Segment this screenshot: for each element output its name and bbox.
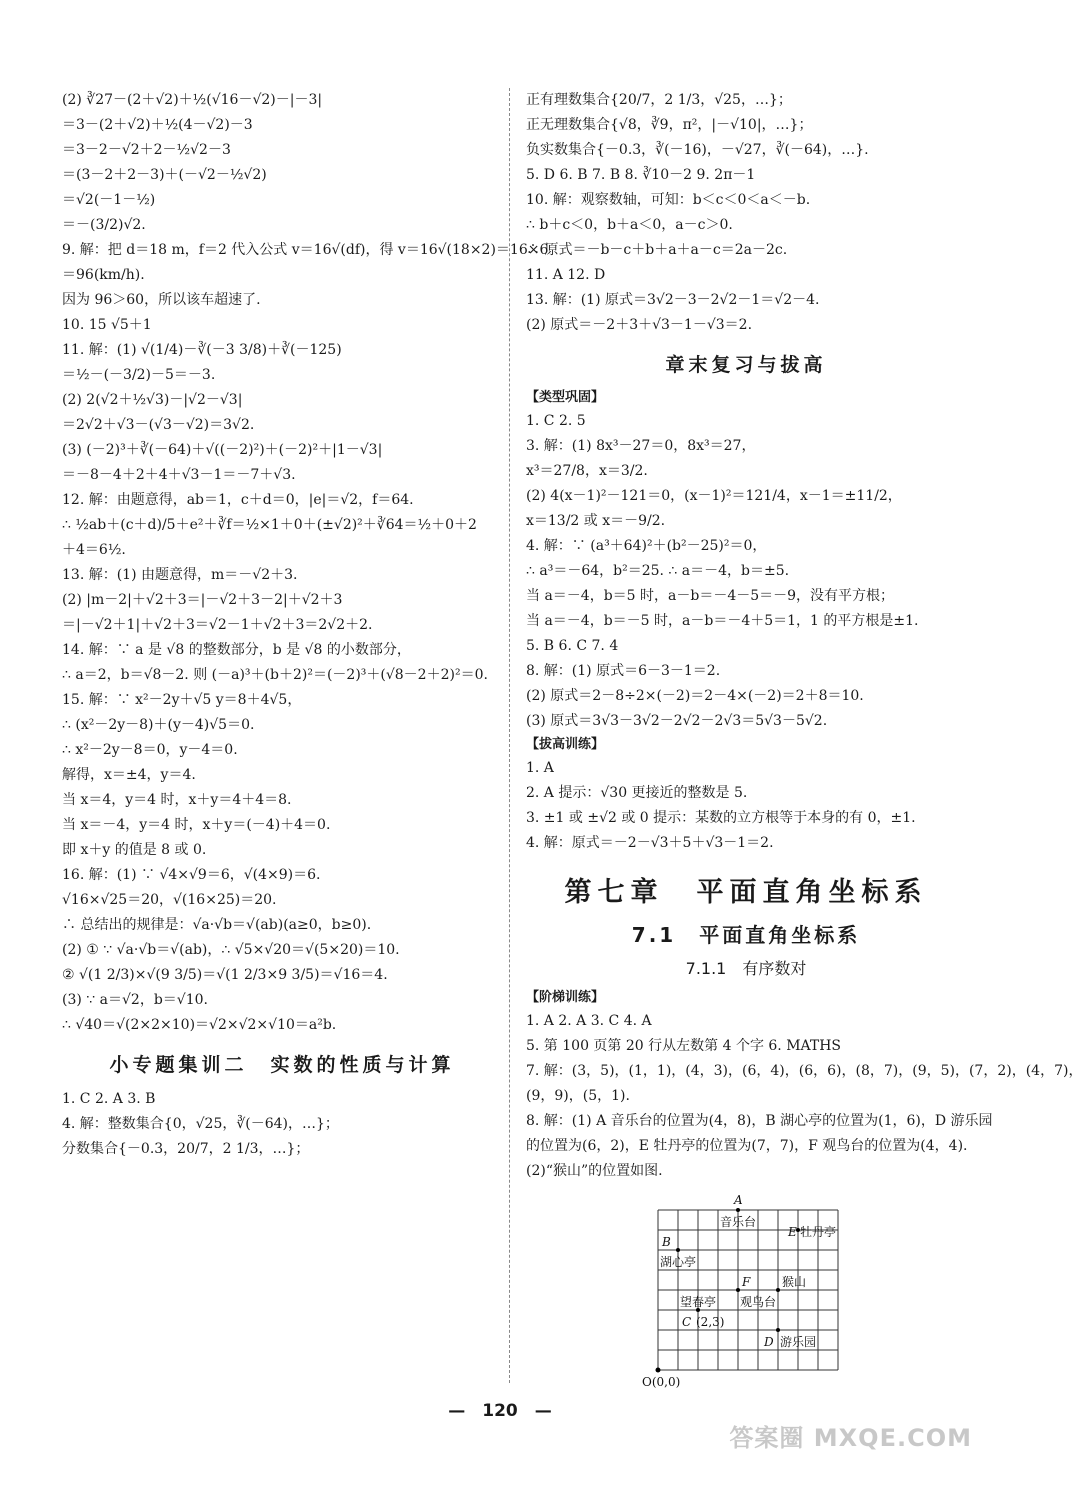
text-line: 5. B 6. C 7. 4	[526, 638, 619, 654]
text-line: ∴ b＋c＜0，b＋a＜0，a－c＞0.	[526, 217, 733, 233]
chapter-title: 第七章 平面直角坐标系	[564, 877, 928, 908]
improve-lines	[526, 756, 966, 856]
text-line: 12. 解：由题意得，ab＝1，c＋d＝0，|e|＝√2，f＝64.	[62, 492, 414, 508]
label-spring: 望春亭	[680, 1295, 717, 1309]
text-line: 分数集合{－0.3，20/7，2 1/3，…}；	[62, 1141, 310, 1157]
text-line: 9. 解：把 d＝18 m，f＝2 代入公式 v＝16√(df)，得 v＝16√(18×2)＝16×6	[62, 242, 549, 258]
text-line: 因为 96＞60，所以该车超速了.	[62, 292, 261, 308]
label-c-coord: (2,3)	[696, 1315, 725, 1329]
text-line: 解得，x＝±4，y＝4.	[62, 767, 196, 783]
text-line: 4. 解：原式＝－2－√3＋5＋√3－1＝2.	[526, 835, 774, 851]
text-line: 16. 解：(1) ∵ √4×√9＝6，√(4×9)＝6.	[62, 867, 321, 883]
text-line: 13. 解：(1) 由题意得，m＝－√2＋3.	[62, 567, 298, 583]
text-line: ＝(3－2＋2－3)＋(－√2－½√2)	[62, 167, 267, 183]
text-line: ＝2√2＋√3－(√3－√2)＝3√2.	[62, 417, 255, 433]
text-line: ∴ ½ab＋(c＋d)/5＋e²＋∛f＝½×1＋0＋(±√2)²＋∛64＝½＋0＋2	[62, 517, 477, 533]
text-line: 1. C 2. 5	[526, 413, 586, 429]
text-line: 4. 解：∵ (a³＋64)²＋(b²－25)²＝0，	[526, 538, 767, 554]
page-number: — 120 —	[448, 1401, 552, 1421]
text-line: ＝96(km/h).	[62, 267, 145, 283]
text-line: ∴ a³＝－64，b²＝25. ∴ a＝－4，b＝±5.	[526, 563, 790, 579]
text-line: 的位置为(6，2)，E 牡丹亭的位置为(7，7)，F 观鸟台的位置为(4，4).	[526, 1138, 968, 1154]
label-F: F	[742, 1275, 751, 1289]
left-column	[62, 88, 549, 1162]
text-line: 正有理数集合{20/7，2 1/3，√25，…}；	[526, 92, 792, 108]
label-E: E	[788, 1225, 797, 1239]
coordinate-grid-figure	[640, 1188, 880, 1398]
text-line: 1. C 2. A 3. B	[62, 1091, 156, 1107]
text-line: 1. A	[526, 760, 554, 776]
column-divider	[509, 88, 510, 1383]
text-line: 3. ±1 或 ±√2 或 0 提示：某数的立方根等于本身的有 0，±1.	[526, 810, 916, 826]
text-line: 当 a＝－4，b＝5 时，a－b＝－4－5＝－9，没有平方根；	[526, 588, 895, 604]
section-7-1-title: 7.1 平面直角坐标系	[631, 923, 861, 947]
text-line: ＝－(3/2)√2.	[62, 217, 146, 233]
page-number-value: 120	[482, 1401, 518, 1421]
text-line: 15. 解：∵ x²－2y＋√5 y＝8＋4√5，	[62, 692, 302, 708]
text-line: ＝½－(－3/2)－5＝－3.	[62, 367, 216, 383]
text-line: ∴ (x²－2y－8)＋(y－4)√5＝0.	[62, 717, 255, 733]
label-origin: O(0,0)	[642, 1375, 681, 1389]
grid-svg	[640, 1188, 880, 1398]
text-line: ＝3－2－√2＋2－½√2－3	[62, 142, 231, 158]
ladder-lines	[526, 1009, 1082, 1184]
label-C: C	[682, 1315, 692, 1329]
text-line: 10. 15 √5＋1	[62, 317, 152, 333]
watermark: 答案圈 MXQE.COM	[729, 1424, 972, 1452]
text-line: 当 a＝－4，b＝－5 时，a－b＝－4＋5＝1，1 的平方根是±1.	[526, 613, 919, 629]
text-line: ② √(1 2/3)×√(9 3/5)＝√(1 2/3×9 3/5)＝√16＝4.	[62, 967, 388, 983]
text-line: (2) ① ∵ √a·√b＝√(ab)，∴ √5×√20＝√(5×20)＝10.	[62, 942, 400, 958]
text-line: (9，9)，(5，1).	[526, 1088, 630, 1104]
text-line: 5. D 6. B 7. B 8. ∛10－2 9. 2π－1	[526, 167, 756, 183]
text-line: ＝－8－4＋2＋4＋√3－1＝－7＋√3.	[62, 467, 296, 483]
text-line: ∴ √40＝√(2×2×10)＝√2×√2×√10＝a²b.	[62, 1017, 337, 1033]
label-bird: 观鸟台	[740, 1295, 777, 1309]
section-7-1-1-title: 7.1.1 有序数对	[685, 959, 807, 978]
text-line: (2) ∛27－(2＋√2)＋½(√16－√2)－|－3|	[62, 92, 323, 108]
label-lake: 湖心亭	[660, 1255, 697, 1269]
text-line: x＝13/2 或 x＝－9/2.	[526, 513, 666, 529]
text-line: (3) 原式＝3√3－3√2－2√2－2√3＝5√3－5√2.	[526, 713, 828, 729]
text-line: x³＝27/8，x＝3/2.	[526, 463, 648, 479]
label-B: B	[662, 1235, 671, 1249]
text-line: ＋4＝6½.	[62, 542, 126, 558]
text-line: (2) 原式＝2－8÷2×(－2)＝2－4×(－2)＝2＋8＝10.	[526, 688, 864, 704]
text-line: ∴ 原式＝－b－c＋b＋a＋a－c＝2a－2c.	[526, 242, 788, 258]
text-line: ＝√2(－1－½)	[62, 192, 156, 208]
text-line: (3) (－2)³＋∛(－64)＋√((－2)²)＋(－2)²＋|1－√3|	[62, 442, 383, 458]
text-line: 3. 解：(1) 8x³－27＝0，8x³＝27，	[526, 438, 756, 454]
text-line: 当 x＝－4，y＝4 时，x＋y＝(－4)＋4＝0.	[62, 817, 331, 833]
text-line: ＝3－(2＋√2)＋½(4－√2)－3	[62, 117, 253, 133]
text-line: (2) 原式＝－2＋3＋√3－1－√3＝2.	[526, 317, 753, 333]
text-line: (2) 2(√2＋½√3)－|√2－√3|	[62, 392, 243, 408]
label-music: 音乐台	[720, 1215, 757, 1229]
text-line: 7. 解：(3，5)，(1，1)，(4，3)，(6，4)，(6，6)，(8，7)，(9，5)，(7，2)，(4，7)，	[526, 1063, 1082, 1079]
section-title-chapter-review: 章末复习与拔高	[665, 354, 827, 376]
text-line: 8. 解：(1) 原式＝6－3－1＝2.	[526, 663, 721, 679]
left-solution-lines	[62, 88, 549, 1038]
review-lines	[526, 409, 966, 734]
text-line: ∴ 总结出的规律是：√a·√b＝√(ab)(a≥0，b≥0).	[62, 917, 372, 933]
text-line: (2)“猴山”的位置如图.	[526, 1163, 663, 1179]
text-line: 正无理数集合{√8，∛9，π²，|－√10|，…}；	[526, 117, 813, 133]
tag-improvement-training: 【拔高训练】	[526, 737, 605, 752]
text-line: 负实数集合{－0.3，∛(－16)，－√27，∛(－64)，…}.	[526, 142, 869, 158]
text-line: 2. A 提示：√30 更接近的整数是 5.	[526, 785, 748, 801]
text-line: 14. 解：∵ a 是 √8 的整数部分，b 是 √8 的小数部分，	[62, 642, 411, 658]
text-line: 10. 解：观察数轴，可知：b＜c＜0＜a＜－b.	[526, 192, 811, 208]
text-line: 8. 解：(1) A 音乐台的位置为(4，8)，B 湖心亭的位置为(1，6)，D 游乐园	[526, 1113, 993, 1129]
label-A: A	[734, 1193, 743, 1207]
label-monkey: 猴山	[782, 1275, 807, 1289]
left-after-lines	[62, 1087, 502, 1162]
text-line: 11. 解：(1) √(1/4)－∛(－3 3/8)＋∛(－125)	[62, 342, 342, 358]
text-line: ∴ x²－2y－8＝0，y－4＝0.	[62, 742, 238, 758]
text-line: 当 x＝4，y＝4 时，x＋y＝4＋4＝8.	[62, 792, 292, 808]
text-line: 11. A 12. D	[526, 267, 606, 283]
text-line: ∴ a＝2，b＝√8－2. 则 (－a)³＋(b＋2)²＝(－2)³＋(√8－2＋2)²＝0.	[62, 667, 488, 683]
right-column	[526, 88, 1082, 1184]
text-line: 4. 解：整数集合{0，√25，∛(－64)，…}；	[62, 1116, 339, 1132]
label-park: 游乐园	[780, 1335, 817, 1349]
text-line: (3) ∵ a＝√2，b＝√10.	[62, 992, 208, 1008]
tag-ladder-training: 【阶梯训练】	[526, 990, 605, 1005]
text-line: ＝|－√2＋1|＋√2＋3＝√2－1＋√2＋3＝2√2＋2.	[62, 617, 373, 633]
text-line: (2) 4(x－1)²－121＝0，(x－1)²＝121/4，x－1＝±11/2，	[526, 488, 902, 504]
label-peony: 牡丹亭	[800, 1225, 837, 1239]
text-line: (2) |m－2|＋√2＋3＝|－√2＋3－2|＋√2＋3	[62, 592, 343, 608]
label-D: D	[764, 1335, 774, 1349]
text-line: 1. A 2. A 3. C 4. A	[526, 1013, 652, 1029]
section-title-special-training: 小专题集训二 实数的性质与计算	[109, 1054, 455, 1076]
text-line: 即 x＋y 的值是 8 或 0.	[62, 842, 207, 858]
tag-type-consolidation: 【类型巩固】	[526, 390, 605, 405]
text-line: √16×√25＝20，√(16×25)＝20.	[62, 892, 277, 908]
text-line: 5. 第 100 页第 20 行从左数第 4 个字 6. MATHS	[526, 1038, 842, 1054]
right-top-lines	[526, 88, 966, 338]
text-line: 13. 解：(1) 原式＝3√2－3－2√2－1＝√2－4.	[526, 292, 820, 308]
